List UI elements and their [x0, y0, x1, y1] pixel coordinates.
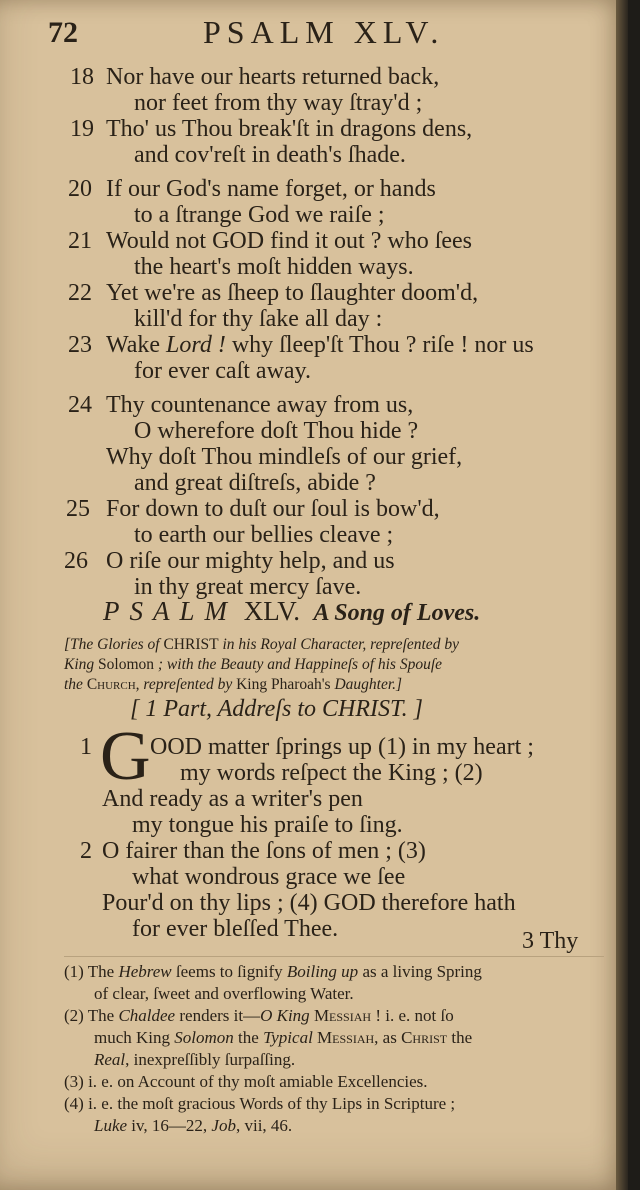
verse-line: Yet we're as ſheep to ſlaughter doom'd, [106, 280, 479, 306]
verse-line: my tongue his praiſe to ſing. [132, 812, 403, 838]
footnote-1-cont: of clear, ſweet and overflowing Water. [94, 984, 354, 1003]
verse-line: nor feet from thy way ſtray'd ; [134, 90, 423, 116]
fn-italic: Real [94, 1050, 126, 1069]
arg-christ: CHRIST [163, 636, 219, 653]
verse-number: 26 [64, 548, 88, 574]
verse-line: Nor have our hearts returned back, [106, 64, 440, 90]
fn-italic: Boiling up [286, 962, 359, 981]
arg-text: King [64, 656, 99, 673]
verse-line: And ready as a writer's pen [102, 786, 363, 812]
fn-text: the [233, 1028, 264, 1047]
fn-text: iv, 16—22, [127, 1116, 212, 1135]
verse-number: 18 [70, 64, 94, 90]
arg-church: Church [86, 676, 136, 693]
part-heading: [ 1 Part, Addreſs to CHRIST. ] [130, 696, 423, 722]
verse-line: If our God's name forget, or hands [106, 176, 436, 202]
verse-line: for ever bleſſed Thee. [132, 916, 339, 942]
verse-number: 24 [68, 392, 92, 418]
fn-italic: Typical [263, 1028, 313, 1047]
lord-italic: Lord ! [166, 332, 226, 358]
page-edge [616, 0, 628, 1190]
fn-text: , as [374, 1028, 402, 1047]
argument-line [64, 676, 402, 694]
fn-text: renders it— [175, 1006, 261, 1025]
fn-italic: Hebrew [118, 962, 172, 981]
fn-italic: Job [211, 1116, 236, 1135]
verse-line: Thy countenance away from us, [106, 392, 414, 418]
verse-line: Why doſt Thou mindleſs of our grief, [106, 444, 463, 470]
footnote-1 [64, 962, 482, 982]
verse-line: O riſe our mighty help, and us [106, 548, 395, 574]
page-header [0, 10, 628, 56]
verse-number: 23 [68, 332, 92, 358]
running-title: PSALM XLV. [203, 14, 445, 50]
fn-smallcaps: Christ [401, 1028, 448, 1047]
fn-italic: O King [260, 1006, 310, 1025]
footnote-2 [64, 1006, 454, 1026]
verse-line: and cov'reſt in death's ſhade. [134, 142, 406, 168]
verse-number: 25 [66, 496, 90, 522]
arg-king: King [236, 676, 268, 693]
footnote-2-cont [94, 1050, 295, 1070]
psalm-subtitle: A Song of Loves. [313, 600, 481, 626]
verse-line: the heart's moſt hidden ways. [134, 254, 414, 280]
arg-text: .] [392, 676, 403, 693]
psalm-title [103, 596, 480, 627]
fn-text: , inexpreſſibly ſurpaſſing. [125, 1050, 296, 1069]
verse-line: and great diſtreſs, abide ? [134, 470, 376, 496]
page-number: 72 [48, 16, 78, 49]
fn-text: (2) The [64, 1006, 119, 1025]
verse-text: Wake [106, 332, 167, 358]
fn-italic: Chaldee [118, 1006, 176, 1025]
argument-line [64, 656, 442, 674]
verse-number: 21 [68, 228, 92, 254]
verse-line: to a ſtrange God we raiſe ; [134, 202, 385, 228]
fn-text: ſeems to ſignify [171, 962, 287, 981]
verse-line: Pour'd on thy lips ; (4) GOD therefore hath [102, 890, 516, 916]
verse-line: my words reſpect the King ; (2) [180, 760, 483, 786]
verse-line: kill'd for thy ſake all day : [134, 306, 383, 332]
footnote-4-cont [94, 1116, 292, 1136]
verse-line: to earth our bellies cleave ; [134, 522, 394, 548]
fn-text: much King [94, 1028, 175, 1047]
verse-line: For down to duſt our ſoul is bow'd, [106, 496, 440, 522]
verse-number: 19 [70, 116, 94, 142]
arg-text: ; with the Beauty and Happineſs of his Spouſe [154, 656, 443, 673]
psalm-number: XLV. [243, 596, 301, 626]
verse-line: O wherefore doſt Thou hide ? [134, 418, 419, 444]
arg-text: in his Royal Character, repreſented by [218, 636, 459, 653]
verse-line: what wondrous grace we ſee [132, 864, 406, 890]
verse-line: O fairer than the ſons of men ; (3) [102, 838, 426, 864]
arg-pharoah: Pharoah's [267, 676, 335, 693]
verse-number: 2 [80, 838, 92, 864]
footnote-rule [64, 956, 604, 957]
fn-text: (1) The [64, 962, 119, 981]
fn-italic: Solomon [174, 1028, 234, 1047]
verse-line: for ever caſt away. [134, 358, 311, 384]
verse-line [106, 332, 534, 359]
arg-solomon: Solomon [98, 656, 155, 673]
verse-number: 20 [68, 176, 92, 202]
verse-number: 22 [68, 280, 92, 306]
arg-text: [The Glories of [64, 636, 164, 653]
arg-text: Daughter [334, 676, 393, 693]
arg-text: , repreſented by [135, 676, 237, 693]
verse-text: why ſleep'ſt Thou ? riſe ! nor us [225, 332, 534, 358]
drop-cap: G [100, 718, 151, 795]
fn-text: ! i. e. not ſo [371, 1006, 454, 1025]
footnote-4: (4) i. e. the moſt gracious Words of thy Lips in Scripture ; [64, 1094, 456, 1113]
verse-line: Would not GOD find it out ? who ſees [106, 228, 473, 254]
fn-italic: Luke [94, 1116, 128, 1135]
fn-smallcaps: Messiah [312, 1028, 375, 1047]
catchword: 3 Thy [522, 928, 579, 954]
argument-line [64, 636, 459, 654]
fn-text: as a living Spring [358, 962, 482, 981]
verse-line: in thy great mercy ſave. [134, 574, 362, 600]
verse-number: 1 [80, 734, 92, 760]
footnote-2-cont [94, 1028, 472, 1048]
footnote-3: (3) i. e. on Account of thy moſt amiable Excellencies. [64, 1072, 428, 1091]
fn-text: the [447, 1028, 473, 1047]
verse-line: Tho' us Thou break'ſt in dragons dens, [106, 116, 473, 142]
verse-line: OOD matter ſprings up (1) in my heart ; [150, 734, 534, 760]
fn-smallcaps: Messiah [309, 1006, 372, 1025]
arg-text: the [64, 676, 87, 693]
psalm-word: PSALM [103, 596, 237, 626]
fn-text: , vii, 46. [235, 1116, 293, 1135]
